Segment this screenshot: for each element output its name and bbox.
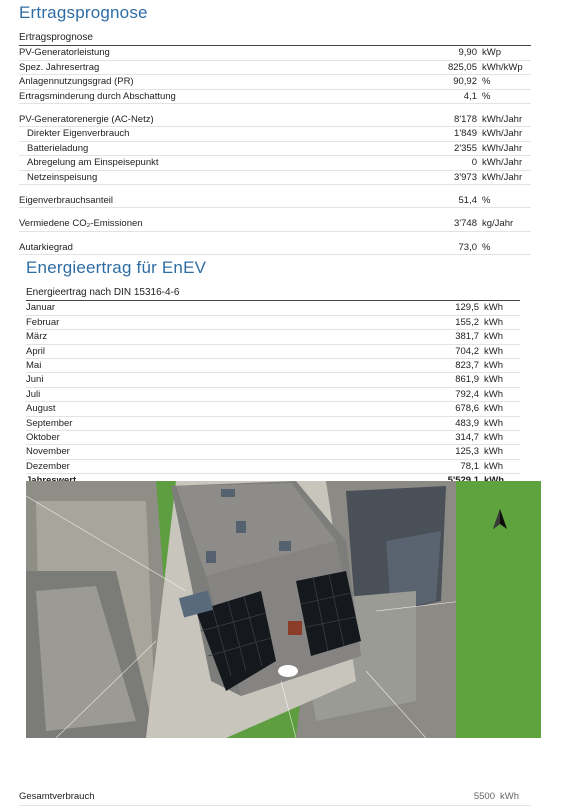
- roof-3d-visualization: [26, 481, 541, 738]
- table-row: Autarkiegrad 73,0 %: [19, 241, 531, 255]
- page-title: Ertragsprognose: [19, 3, 148, 22]
- table-row: Januar 129,5 kWh: [26, 301, 520, 315]
- table-row: Direkter Eigenverbrauch 1'849 kWh/Jahr: [19, 127, 531, 141]
- aerial-view-image: [26, 481, 541, 738]
- table-row: August 678,6 kWh: [26, 402, 520, 416]
- table-row: Netzeinspeisung 3'973 kWh/Jahr: [19, 171, 531, 185]
- table-row: PV-Generatorenergie (AC-Netz) 8'178 kWh/Jahr: [19, 113, 531, 127]
- section-title: Energieertrag für EnEV: [26, 258, 207, 277]
- total-consumption-unit: kWh: [500, 791, 519, 802]
- north-arrow-icon: [492, 509, 508, 531]
- table-row: Juni 861,9 kWh: [26, 373, 520, 387]
- table-row: Mai 823,7 kWh: [26, 359, 520, 373]
- total-consumption-value: 5500: [473, 791, 495, 802]
- table-row: Oktober 314,7 kWh: [26, 431, 520, 445]
- table-row: Batterieladung 2'355 kWh/Jahr: [19, 142, 531, 156]
- table-row: November 125,3 kWh: [26, 445, 520, 459]
- total-consumption-label: Gesamtverbrauch: [19, 791, 95, 802]
- monthly-energy-table: [26, 286, 520, 488]
- table-row: Dezember 78,1 kWh: [26, 460, 520, 474]
- table-row: Vermiedene CO₂-Emissionen 3'748 kg/Jahr: [19, 217, 531, 231]
- table-row: September 483,9 kWh: [26, 417, 520, 431]
- table-caption: Energieertrag nach DIN 15316-4-6: [26, 286, 520, 301]
- table-row: April 704,2 kWh: [26, 345, 520, 359]
- total-consumption-row: [19, 791, 531, 806]
- table-row: PV-Generatorleistung 9,90 kWp: [19, 46, 531, 60]
- yield-forecast-table: [19, 31, 531, 255]
- table-row: Juli 792,4 kWh: [26, 388, 520, 402]
- table-row: Spez. Jahresertrag 825,05 kWh/kWp: [19, 61, 531, 75]
- table-row: Eigenverbrauchsanteil 51,4 %: [19, 194, 531, 208]
- table-caption: Ertragsprognose: [19, 31, 531, 46]
- table-row: Anlagennutzungsgrad (PR) 90,92 %: [19, 75, 531, 89]
- table-row: März 381,7 kWh: [26, 330, 520, 344]
- table-row: Februar 155,2 kWh: [26, 316, 520, 330]
- table-row: Ertragsminderung durch Abschattung 4,1 %: [19, 90, 531, 104]
- table-row: Abregelung am Einspeisepunkt 0 kWh/Jahr: [19, 156, 531, 170]
